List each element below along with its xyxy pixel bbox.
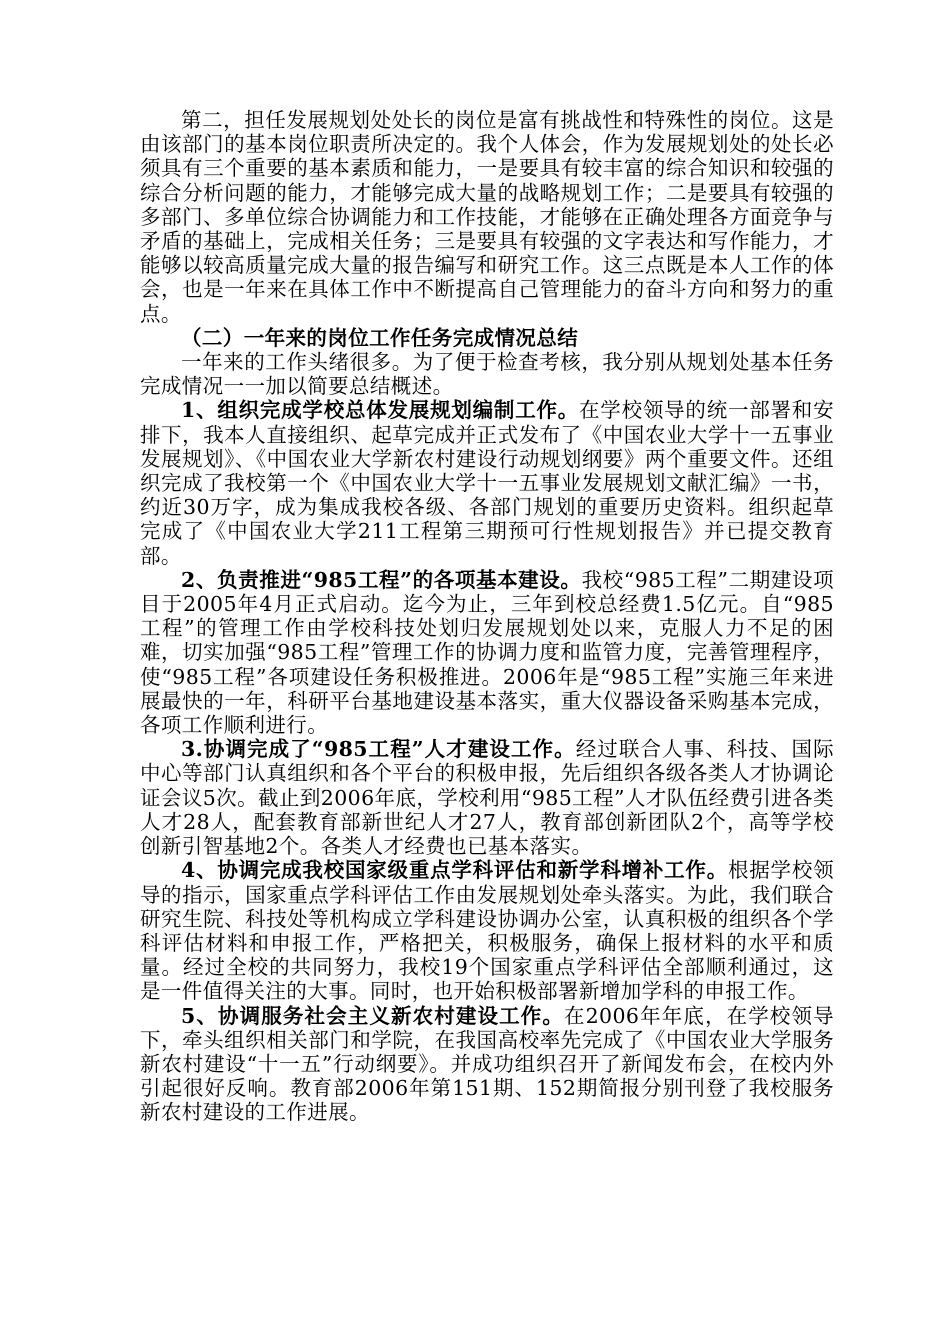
item-3-body: 经过联合人事、科技、国际中心等部门认真组织和各个平台的积极申报，先后组织各级各类人才协调论证会议5次。截止到2006年底，学校利用“985工程”人才队伍经费引进各类人才28人，配套教育部新世纪人才27人，教育部创新团队2个，高等学校创新引智基地2个。各类人才经费也已基本落实。 bbox=[140, 737, 834, 859]
item-3-paragraph bbox=[140, 737, 834, 858]
item-3-lead: 3.协调完成了“985工程”人才建设工作。 bbox=[181, 737, 576, 762]
item-5-lead: 5、协调服务社会主义新农村建设工作。 bbox=[181, 1003, 564, 1028]
item-4-lead: 4、协调完成我校国家级重点学科评估和新学科增补工作。 bbox=[181, 858, 728, 883]
item-4-body: 根据学校领导的指示，国家重点学科评估工作由发展规划处牵头落实。为此，我们联合研究生院、科技处等机构成立学科建设协调办公室，认真积极的组织各个学科评估材料和申报工作，严格把关，积极服务，确保上报材料的水平和质量。经过全校的共同努力，我校19个国家重点学科评估全部顺利通过，这是一件值得关注的大事。同时，也开始积极部署新增加学科的申报工作。 bbox=[140, 858, 834, 1004]
item-5-body: 在2006年年底，在学校领导下，牵头组织相关部门和学院，在我国高校率先完成了《中国农业大学服务新农村建设“十一五”行动纲要》。并成功组织召开了新闻发布会，在校内外引起很好反响。教育部2006年第151期、152期简报分别刊登了我校服务新农村建设的工作进展。 bbox=[140, 1003, 834, 1125]
section-heading: （二）一年来的岗位工作任务完成情况总结 bbox=[181, 325, 579, 350]
document-page bbox=[140, 108, 834, 1125]
item-5-paragraph bbox=[140, 1004, 834, 1125]
item-1-paragraph bbox=[140, 398, 834, 567]
item-4-paragraph bbox=[140, 858, 834, 1003]
item-1-lead: 1、组织完成学校总体发展规划编制工作。 bbox=[181, 398, 580, 423]
section-intro: 一年来的工作头绪很多。为了便于检查考核，我分别从规划处基本任务完成情况一一加以简要总结概述。 bbox=[140, 350, 834, 399]
item-2-paragraph bbox=[140, 568, 834, 737]
intro-paragraph: 第二，担任发展规划处处长的岗位是富有挑战性和特殊性的岗位。这是由该部门的基本岗位职责所决定的。我个人体会，作为发展规划处的处长必须具有三个重要的基本素质和能力，一是要具有较丰富的综合知识和较强的综合分析问题的能力，才能够完成大量的战略规划工作；二是要具有较强的多部门、多单位综合协调能力和工作技能，才能够在正确处理各方面竞争与矛盾的基础上，完成相关任务；三是要具有较强的文字表达和写作能力，才能够以较高质量完成大量的报告编写和研究工作。这三点既是本人工作的体会，也是一年来在具体工作中不断提高自己管理能力的奋斗方向和努力的重点。 bbox=[140, 108, 834, 326]
item-1-body: 在学校领导的统一部署和安排下，我本人直接组织、起草完成并正式发布了《中国农业大学十一五事业发展规划》、《中国农业大学新农村建设行动规划纲要》两个重要文件。还组织完成了我校第一个《中国农业大学十一五事业发展规划文献汇编》一书，约近30万字，成为集成我校各级、各部门规划的重要历史资料。组织起草完成了《中国农业大学211工程第三期预可行性规划报告》并已提交教育部。 bbox=[140, 398, 834, 568]
item-2-lead: 2、负责推进“985工程”的各项基本建设。 bbox=[181, 567, 582, 592]
item-2-body: 我校“985工程”二期建设项目于2005年4月正式启动。迄今为止，三年到校总经费1.5亿元。自“985工程”的管理工作由学校科技处划归发展规划处以来，克服人力不足的困难，切实加强“985工程”管理工作的协调力度和监管力度，完善管理程序，使“985工程”各项建设任务积极推进。2006年是“985工程”实施三年来进展最快的一年，科研平台基地建设基本落实，重大仪器设备采购基本完成，各项工作顺利进行。 bbox=[140, 567, 834, 738]
